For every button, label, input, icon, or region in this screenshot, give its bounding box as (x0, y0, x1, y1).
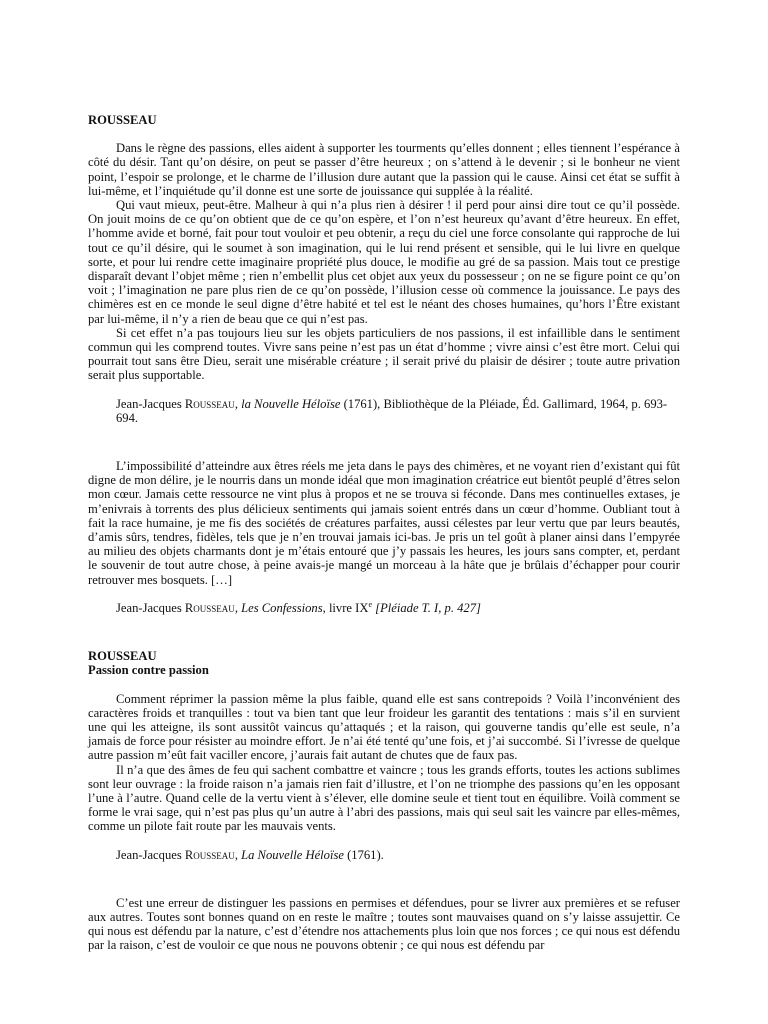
section3-subheading: Passion contre passion (88, 663, 209, 678)
section3-reference (88, 848, 680, 862)
section3-paragraph-2: Il n’a que des âmes de feu qui sachent combattre et vaincre ; tous les grands efforts, toutes les actions sublimes sont leur ouvrage : la froide raison n’a jamais rien fait d’illustre, et l’on ne triomphe des passions qu’en les opposant l’une à l’autre. Quand celle de la vertu vient à s’élever, elle domine seule et tient tout en équilibre. Voilà comment se forme le vrai sage, qui n’est pas plus qu’un autre à l’abri des passions, mais qui seul sait les vaincre par elles-mêmes, comme un pilote fait route par les mauvais vents. (88, 762, 680, 834)
ref-superscript: e (368, 599, 373, 609)
section3-paragraph-1: Comment réprimer la passion même la plus faible, quand elle est sans contrepoids ? Voilà l’inconvénient des caractères froids et tranquilles : tout va bien tant que leur froideur les garantit des tentations : mais s’il en survient une qui les atteigne, ils sont aussitôt vaincus qu’attaqués ; et la raison, qui gouverne tandis qu’elle est seule, n’a jamais de force pour résister au moindre effort. Je n’ai été tenté qu’une fois, et j’ai succombé. Si l’ivresse de quelque autre passion m’eût fait vaciller encore, j’aurais fait autant de chutes que de faux pas. (88, 691, 680, 763)
ref-separator: , (234, 396, 242, 411)
ref-details: (1761). (343, 847, 384, 862)
section1-reference (88, 397, 680, 425)
document-page (88, 113, 680, 953)
section2-paragraph: L’impossibilité d’atteindre aux êtres réels me jeta dans le pays des chimères, et ne voyant rien d’existant qui fût digne de mon délire, je le nourris dans un monde idéal que mon imagination créatrice eut bientôt peuplé d’êtres selon mon cœur. Jamais cette ressource ne vint plus à propos et ne se trouva si féconde. Dans mes continuelles extases, je m’enivrais à torrents des plus délicieux sentiments qui jamais soient entrés dans un cœur d’homme. Oubliant tout à fait la race humaine, je me fis des sociétés de créatures parfaites, aussi célestes par leur vertu que par leurs beautés, d’amis sûrs, tendres, fidèles, tels que je n’en trouvai jamais ici-bas. Je pris un tel goût à planer ainsi dans l’empyrée au milieu des objets charmants dont je m’étais entouré que j’y passais les heures, les jours sans compter, et, perdant le souvenir de tout autre chose, à peine avais-je mangé un morceau à la hâte que je brûlais d’échapper pour courir retrouver mes bosquets. […] (88, 459, 680, 587)
section3-heading: ROUSSEAU (88, 649, 157, 664)
ref-author-first: Jean-Jacques (116, 396, 185, 411)
ref-title: la Nouvelle Héloïse (241, 396, 341, 411)
section4-paragraph: C’est une erreur de distinguer les passions en permises et défendues, pour se livrer aux premières et se refuser aux autres. Toutes sont bonnes quand on en reste le maître ; toutes sont mauvaises quand on s’y laisse assujettir. Ce qui nous est défendu par la nature, c’est d’étendre nos attachements plus loin que nos forces ; ce qui nous est défendu par la raison, c’est de vouloir ce que nous ne pouvons obtenir ; ce qui nous est défendu par (88, 895, 680, 953)
ref-separator: , (234, 847, 242, 862)
ref-title: La Nouvelle Héloïse (241, 847, 344, 862)
ref-author-last: Rousseau (184, 847, 235, 862)
ref-separator: , (234, 600, 242, 615)
ref-author-first: Jean-Jacques (116, 600, 185, 615)
section1-paragraph-1: Dans le règne des passions, elles aident à supporter les tourments qu’elles donnent ; elles tiennent l’espérance à côté du désir. Tant qu’on désire, on peut se passer d’être heureux ; on s’attend à le devenir ; si le bonheur ne vient point, l’espoir se prolonge, et le charme de l’illusion dure autant que la passion qui le cause. Ainsi cet état se suffit à lui-même, et l’inquiétude qu’il donne est une sorte de jouissance qui supplée à la réalité. (88, 141, 680, 198)
section1-paragraph-2: Qui vaut mieux, peut-être. Malheur à qui n’a plus rien à désirer ! il perd pour ainsi dire tout ce qu’il possède. On jouit moins de ce qu’on obtient que de ce qu’on espère, et l’on n’est heureux qu’avant d’être heureux. En effet, l’homme avide et borné, fait pour tout vouloir et peu obtenir, a reçu du ciel une force consolante qui rapproche de lui tout ce qu’il désire, qui le soumet à son imagination, qui le lui rend présent et sensible, qui le lui livre en quelque sorte, et pour lui rendre cette imaginaire propriété plus douce, le modifie au gré de sa passion. Mais tout ce prestige disparaît devant l’objet même ; rien n’embellit plus cet objet aux yeux du possesseur ; on ne se figure point ce qu’on voit ; l’imagination ne pare plus rien de ce qu’on possède, l’illusion cesse où commence la jouissance. Le pays des chimères est en ce monde le seul digne d’être habité et tel est le néant des choses humaines, qu’hors l’Être existant par lui-même, il n’y a rien de beau que ce qui n’est pas. (88, 198, 680, 326)
ref-details: , livre IX (322, 600, 369, 615)
ref-author-first: Jean-Jacques (116, 847, 185, 862)
ref-details: (1761), Bibliothèque de la Pléiade, Éd. Gallimard, 1964, p. 693-694. (116, 396, 668, 425)
section1-heading: ROUSSEAU (88, 113, 157, 127)
section2-reference (88, 601, 680, 615)
ref-title: Les Confessions (241, 600, 323, 615)
ref-author-last: Rousseau (184, 600, 235, 615)
section1-paragraph-3: Si cet effet n’a pas toujours lieu sur les objets particuliers de nos passions, il est infaillible dans le sentiment commun qui les comprend toutes. Vivre sans peine n’est pas un état d’homme ; vivre ainsi c’est être mort. Celui qui pourrait tout sans être Dieu, serait une misérable créature ; il serait privé du plaisir de désirer ; toute autre privation serait plus supportable. (88, 325, 680, 383)
ref-author-last: Rousseau (184, 396, 235, 411)
ref-pleiade: [Pléiade T. I, p. 427] (372, 600, 481, 615)
